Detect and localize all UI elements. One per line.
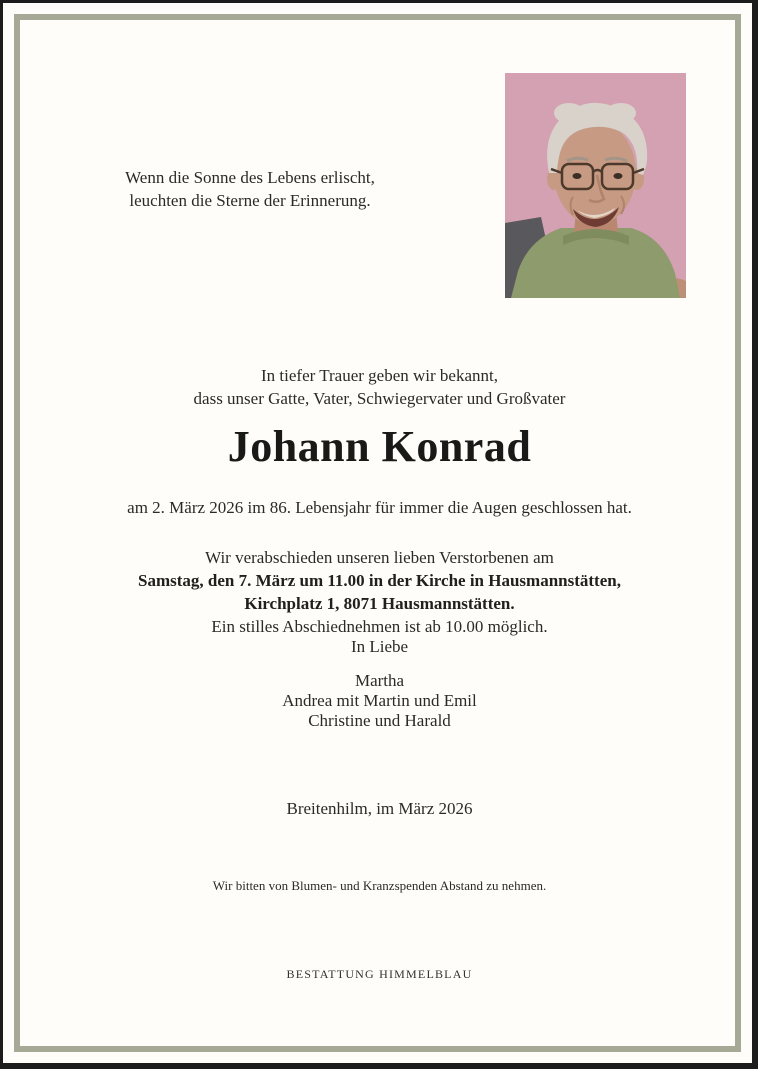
mourner-line-1: Martha (354, 671, 405, 690)
funeral-intro-line: Wir verabschieden unseren lieben Verstorbenen am (205, 548, 554, 567)
memorial-card (14, 14, 741, 1052)
portrait-hair-fluff-right (606, 103, 636, 123)
portrait-photo (505, 73, 686, 298)
quote-line-2: leuchten die Sterne der Erinnerung. (129, 191, 371, 210)
funeral-details (24, 546, 735, 638)
announcement-line-2: dass unser Gatte, Vater, Schwiegervater und Großvater (193, 389, 566, 408)
deceased-name: Johann Konrad (227, 422, 532, 471)
quote-line-1: Wenn die Sonne des Lebens erlischt, (125, 168, 375, 187)
funeral-viewing-line: Ein stilles Abschiednehmen ist ab 10.00 möglich. (211, 617, 548, 636)
place-and-date: Breitenhilm, im März 2026 (286, 799, 473, 818)
portrait-eye-left (573, 173, 582, 179)
flowers-note: Wir bitten von Blumen- und Kranzspenden Abstand zu nehmen. (212, 878, 547, 893)
memorial-quote (90, 166, 410, 212)
funeral-datetime-line: Samstag, den 7. März um 11.00 in der Kirche in Hausmannstätten, (138, 571, 621, 590)
announcement-line-1: In tiefer Trauer geben wir bekannt, (261, 366, 498, 385)
funeral-home-name: BESTATTUNG HIMMELBLAU (286, 967, 473, 981)
mourner-line-2: Andrea mit Martin und Emil (282, 691, 477, 710)
portrait-eye-right (614, 173, 623, 179)
funeral-address-line: Kirchplatz 1, 8071 Hausmannstätten. (244, 594, 515, 613)
portrait-illustration (505, 73, 686, 298)
portrait-hair-fluff-left (554, 103, 584, 123)
mourner-line-3: Christine und Harald (308, 711, 451, 730)
death-date-line: am 2. März 2026 im 86. Lebensjahr für immer die Augen geschlossen hat. (127, 498, 632, 517)
announcement-intro (24, 364, 735, 410)
mourners-list (24, 671, 735, 731)
closing-phrase: In Liebe (350, 637, 409, 656)
